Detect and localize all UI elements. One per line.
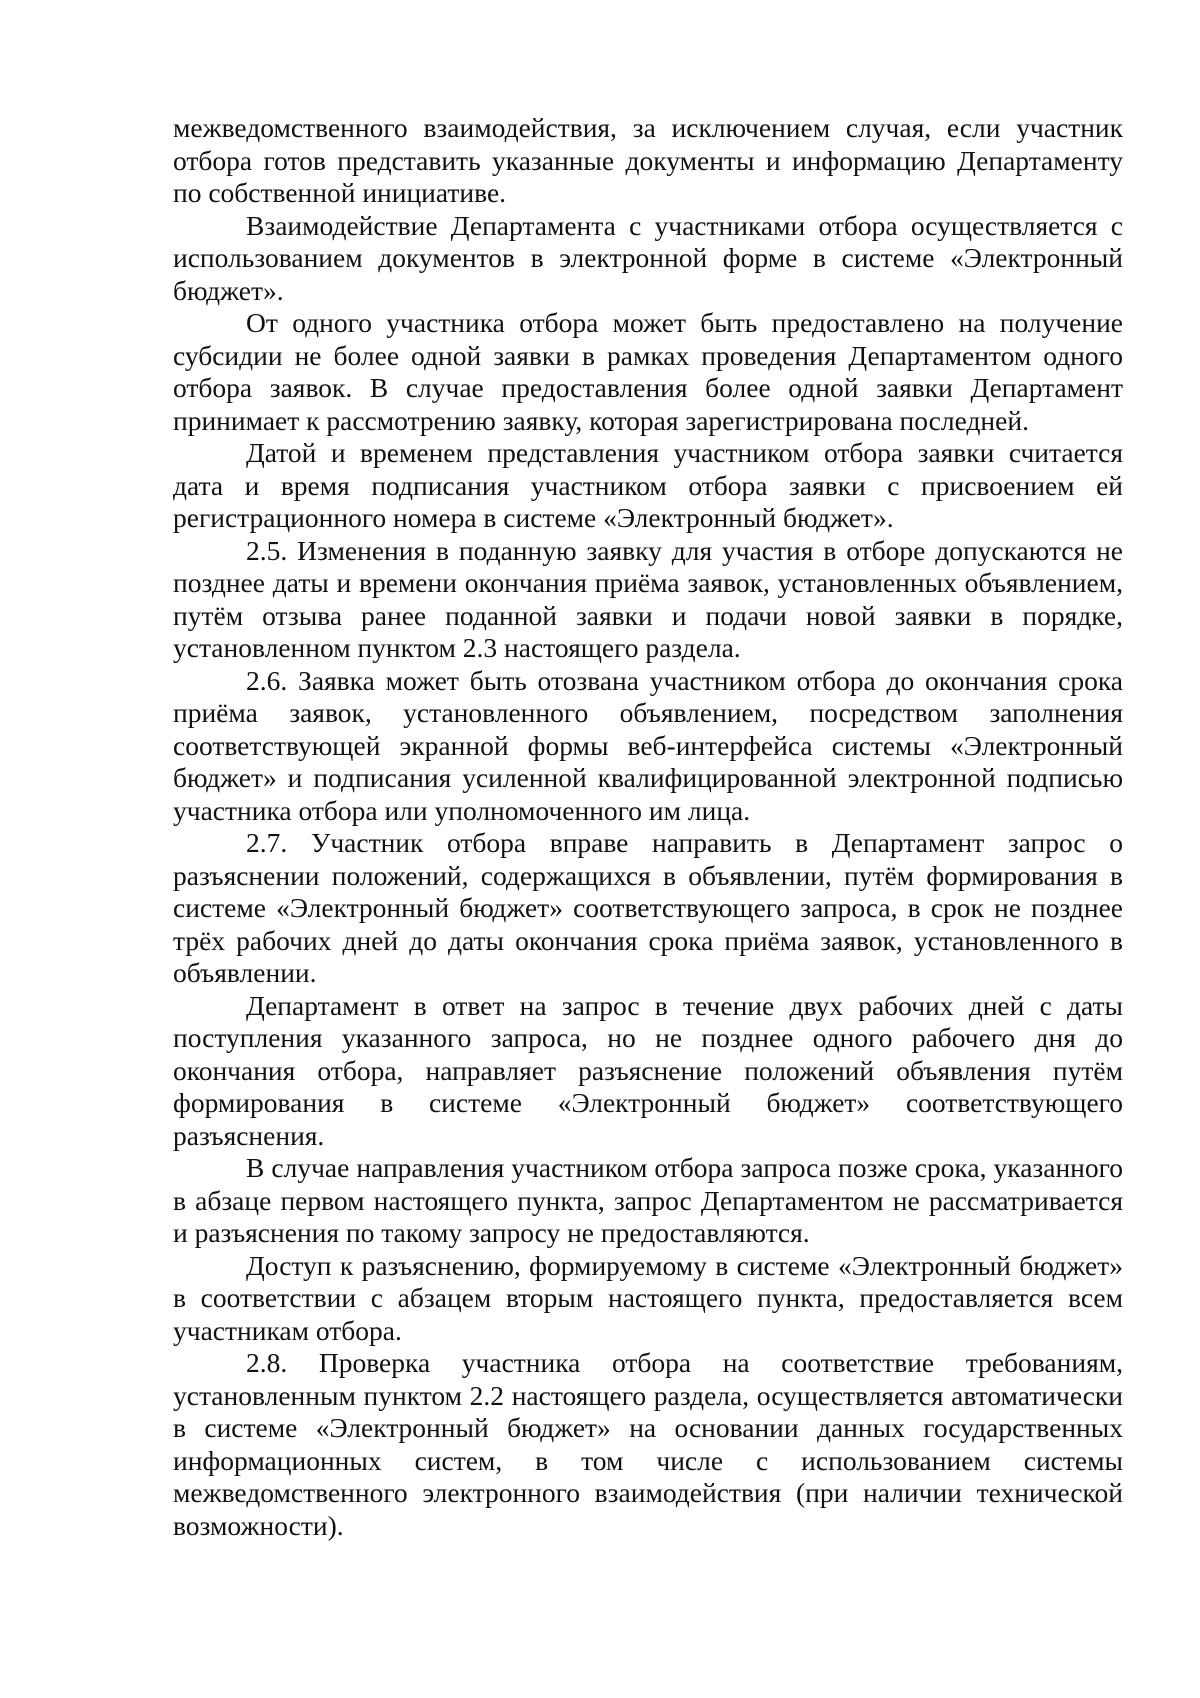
paragraph-2-5: 2.5. Изменения в поданную заявку для участия в отборе допускаются не позднее даты и времени окончания приёма заявок, установленных объявлением, путём отзыва ранее поданной заявки и подачи новой заявки в порядке, установленном пунктом 2.3 настоящего раздела.	[173, 534, 1123, 663]
paragraph-continuation: межведомственного взаимодействия, за исключением случая, если участник отбора готов представить указанные документы и информацию Департаменту по собственной инициативе.	[173, 112, 1123, 208]
paragraph-2-7: 2.7. Участник отбора вправе направить в Департамент запрос о разъяснении положений, содержащихся в объявлении, путём формирования в системе «Электронный бюджет» соответствующего запроса, в срок не позднее трёх рабочих дней до даты окончания срока приёма заявок, установленного в объявлении.	[173, 827, 1123, 988]
paragraph-access-clarification: Доступ к разъяснению, формируемому в системе «Электронный бюджет» в соответствии с абзацем вторым настоящего пункта, предоставляется всем участникам отбора.	[173, 1249, 1123, 1346]
paragraph-single-application: От одного участника отбора может быть предоставлено на получение субсидии не более одной заявки в рамках проведения Департаментом одного отбора заявок. В случае предоставления более одной заявки Департамент принимает к рассмотрению заявку, которая зарегистрирована последней.	[173, 307, 1123, 436]
paragraph-submission-date: Датой и временем представления участником отбора заявки считается дата и время подписания участником отбора заявки с присвоением ей регистрационного номера в системе «Электронный бюджет».	[173, 437, 1123, 533]
paragraph-2-6: 2.6. Заявка может быть отозвана участником отбора до окончания срока приёма заявок, установленного объявлением, посредством заполнения соответствующей экранной формы веб-интерфейса системы «Электронный бюджет» и подписания усиленной квалифицированной электронной подписью участника отбора или уполномоченного им лица.	[173, 664, 1123, 826]
paragraph-interaction-electronic-form: Взаимодействие Департамента с участниками отбора осуществляется с использованием документов в электронной форме в системе «Электронный бюджет».	[173, 209, 1123, 306]
document-body	[173, 112, 1123, 1542]
paragraph-late-request: В случае направления участником отбора запроса позже срока, указанного в абзаце первом настоящего пункта, запрос Департаментом не рассматривается и разъяснения по такому запросу не предоставляются.	[173, 1152, 1123, 1248]
paragraph-2-8: 2.8. Проверка участника отбора на соответствие требованиям, установленным пунктом 2.2 настоящего раздела, осуществляется автоматически в системе «Электронный бюджет» на основании данных государственных информационных систем, в том числе с использованием системы межведомственного электронного взаимодействия (при наличии технической возможности).	[173, 1347, 1123, 1541]
paragraph-department-response: Департамент в ответ на запрос в течение двух рабочих дней с даты поступления указанного запроса, но не позднее одного рабочего дня до окончания отбора, направляет разъяснение положений объявления путём формирования в системе «Электронный бюджет» соответствующего разъяснения.	[173, 989, 1123, 1151]
